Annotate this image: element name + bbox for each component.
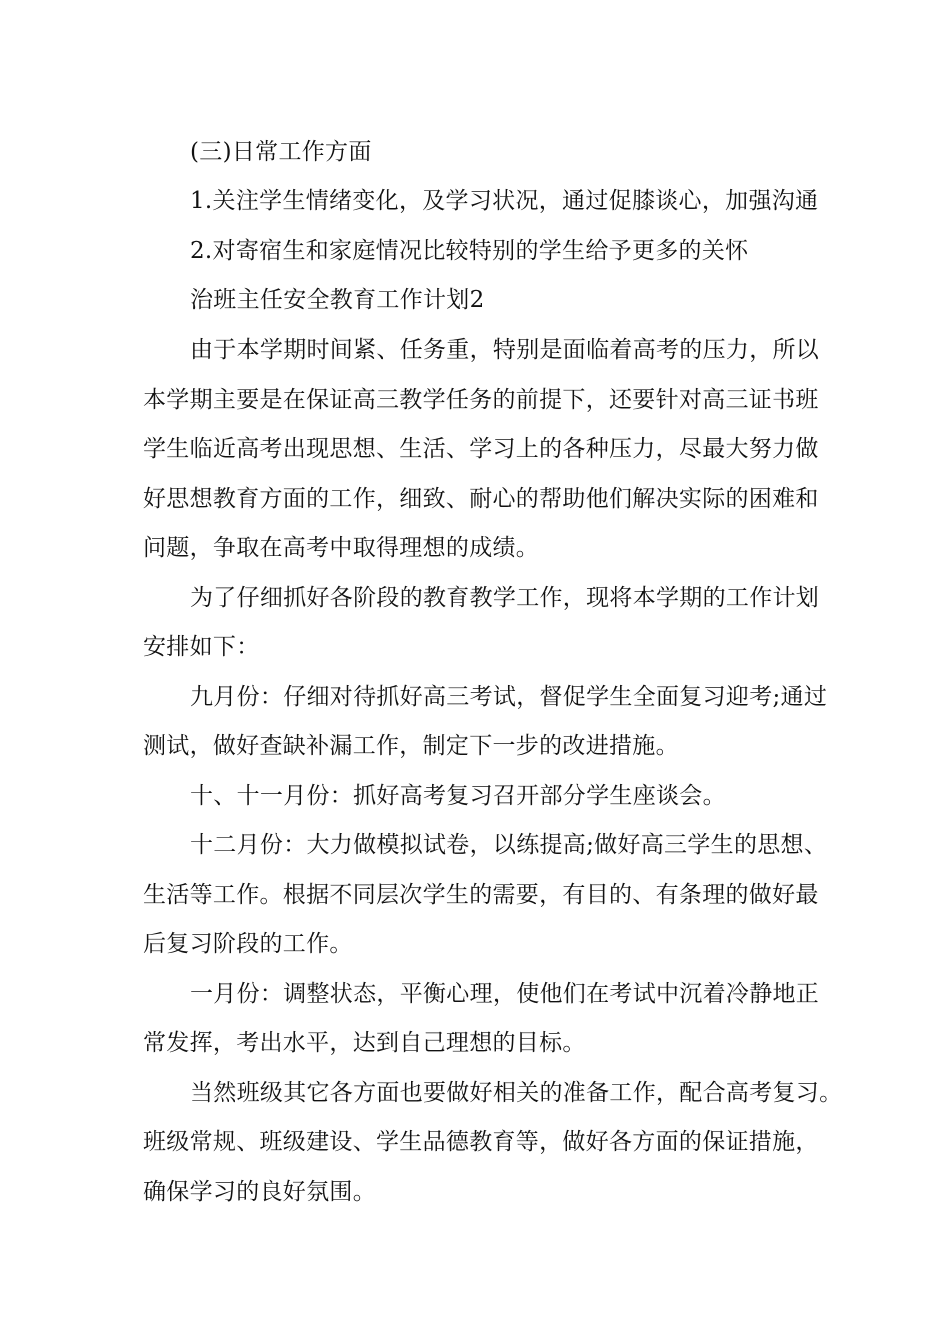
paragraph-line: 为了仔细抓好各阶段的教育教学工作，现将本学期的工作计划 <box>190 585 820 611</box>
paragraph-line: 问题，争取在高考中取得理想的成绩。 <box>143 535 540 561</box>
section-heading: (三)日常工作方面 <box>190 139 372 165</box>
paragraph-line: 确保学习的良好氛围。 <box>143 1179 376 1205</box>
paragraph-line: 测试，做好查缺补漏工作，制定下一步的改进措施。 <box>143 733 679 759</box>
paragraph-line: 九月份：仔细对待抓好高三考试，督促学生全面复习迎考;通过 <box>190 684 828 710</box>
paragraph-line: 安排如下： <box>143 634 260 660</box>
paragraph-line: 生活等工作。根据不同层次学生的需要，有目的、有条理的做好最 <box>143 882 819 908</box>
paragraph-line: 后复习阶段的工作。 <box>143 931 353 957</box>
list-item: 2.对寄宿生和家庭情况比较特别的学生给予更多的关怀 <box>190 238 749 264</box>
paragraph-line: 好思想教育方面的工作，细致、耐心的帮助他们解决实际的困难和 <box>143 486 819 512</box>
document-title: 治班主任安全教育工作计划2 <box>190 287 485 313</box>
paragraph-line: 常发挥，考出水平，达到自己理想的目标。 <box>143 1030 586 1056</box>
paragraph-line: 本学期主要是在保证高三教学任务的前提下，还要针对高三证书班 <box>143 387 819 413</box>
list-item: 1.关注学生情绪变化，及学习状况，通过促膝谈心，加强沟通 <box>190 188 819 214</box>
paragraph-line: 当然班级其它各方面也要做好相关的准备工作，配合高考复习。 <box>190 1080 843 1106</box>
paragraph-line: 由于本学期时间紧、任务重，特别是面临着高考的压力，所以 <box>190 337 820 363</box>
paragraph-line: 学生临近高考出现思想、生活、学习上的各种压力，尽最大努力做 <box>143 436 819 462</box>
paragraph-line: 十二月份：大力做模拟试卷，以练提高;做好高三学生的思想、 <box>190 832 828 858</box>
paragraph-line: 一月份：调整状态，平衡心理，使他们在考试中沉着冷静地正 <box>190 981 820 1007</box>
paragraph-line: 十、十一月份：抓好高考复习召开部分学生座谈会。 <box>190 783 726 809</box>
paragraph-line: 班级常规、班级建设、学生品德教育等，做好各方面的保证措施， <box>143 1129 819 1155</box>
